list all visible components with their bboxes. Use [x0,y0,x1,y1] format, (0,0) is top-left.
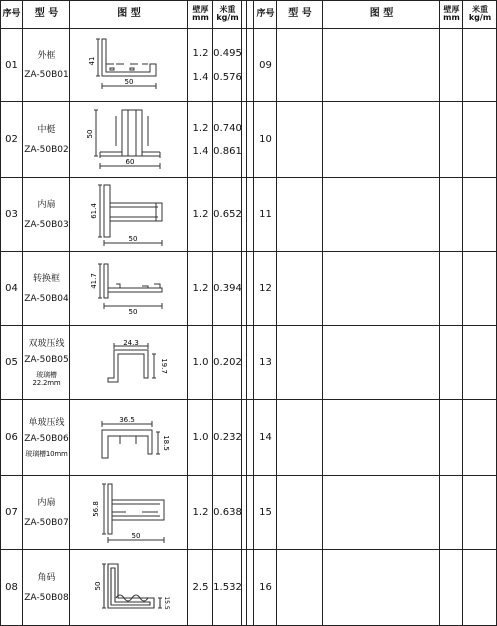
dim-width: 50 [128,235,138,243]
model-name: 内扇 [37,200,56,211]
row-15-seq: 15 [259,507,272,519]
thickness-value: 1.2 [192,283,209,295]
row-04-seq: 04 [5,283,18,295]
row-13-seq: 13 [259,357,272,369]
header-weight-label: 米重 [219,5,236,15]
weight-value: 0.861 [213,146,242,157]
profile-drawing-inner-sash-b07 [86,480,170,546]
row-05-weight [213,326,242,400]
row-11-seq: 11 [259,209,272,221]
row-03-thickness [188,178,213,252]
header-weight-label: 米重 [472,5,488,15]
thickness-value: 1.0 [192,432,209,444]
row-07-thickness [188,476,213,550]
header-thickness-label: 壁厚 [192,5,209,15]
row-02-seq: 02 [5,134,18,146]
row-07-seq: 07 [5,507,18,519]
header-model: 型 号 [34,8,59,20]
model-code: ZA-50B01 [24,70,69,80]
row-14-seq: 14 [259,432,272,444]
header-weight-right [463,0,497,28]
model-code: ZA-50B08 [24,592,69,603]
dim-height: 41 [88,56,96,66]
dim-width: 50 [128,308,138,316]
row-08-weight [213,550,242,626]
model-note: 玻璃槽10mm [25,450,68,459]
row-01-seq: 01 [5,59,18,71]
model-name: 转换框 [32,274,60,285]
row-06-seq: 06 [5,432,18,444]
row-10-seq: 10 [259,134,272,146]
thickness-value: 1.4 [192,146,209,157]
dim-width: 24.3 [123,339,139,347]
thickness-value: 1.0 [192,357,209,369]
model-name: 中梃 [37,125,56,136]
weight-value: 0.576 [213,71,242,83]
row-04-thickness [188,252,213,326]
profile-drawing-transfer-frame [86,258,170,320]
row-03-seq: 03 [5,209,18,221]
weight-value: 0.394 [213,283,242,295]
row-08-seq: 08 [5,582,18,594]
thickness-value: 1.2 [192,209,209,221]
thickness-value: 1.4 [192,71,209,83]
model-code: ZA-50B06 [24,433,69,444]
row-06-weight [213,400,242,476]
row-04-weight [213,252,242,326]
row-08-model [23,550,70,626]
header-weight-unit: kg/m [216,13,239,22]
thickness-value: 1.2 [192,122,209,134]
model-name: 内扇 [37,498,56,509]
dim-width: 36.5 [119,416,135,424]
dim-width: 50 [131,532,141,540]
row-02-thickness [188,102,213,178]
weight-value: 0.495 [213,48,242,59]
model-code: ZA-50B04 [24,293,69,304]
row-03-model [23,178,70,252]
row-06-model [23,400,70,476]
weight-value: 0.740 [213,122,242,134]
header-thickness [188,0,213,28]
dim-height: 50 [86,129,94,139]
dim-height: 50 [94,581,102,591]
profile-drawing-corner-cleat [94,560,168,616]
row-12-seq: 12 [259,283,272,295]
row-09-seq: 09 [259,59,272,71]
dim-height: 56.8 [92,501,100,517]
profile-drawing-inner-sash [86,181,170,249]
row-08-thickness [188,550,213,626]
row-03-weight [213,178,242,252]
dim-height: 18.5 [162,435,170,451]
header-thickness-right [440,0,463,28]
row-05-model [23,326,70,400]
thickness-value: 2.5 [192,582,209,594]
header-thickness-unit: mm [443,13,460,22]
weight-value: 1.532 [213,582,242,594]
row-07-model [23,476,70,550]
weight-value: 0.202 [213,357,242,369]
row-07-weight [213,476,242,550]
header-thickness-label: 壁厚 [443,5,460,15]
profile-drawing-mullion [86,106,170,174]
header-shape-right: 图 型 [369,8,394,20]
header-shape: 图 型 [117,8,141,20]
model-name: 外框 [37,50,56,61]
header-seq: 序号 [2,8,21,19]
row-04-model [23,252,70,326]
header-model-right: 型 号 [288,8,312,20]
row-01-thickness [188,29,213,102]
row-02-model [23,102,70,178]
row-05-thickness [188,326,213,400]
dim-height: 61.4 [90,203,98,219]
header-weight [213,0,242,28]
header-weight-unit: kg/m [468,13,492,22]
thickness-value: 1.2 [192,507,209,519]
profile-drawing-double-glazing-bead [100,338,170,390]
weight-value: 0.652 [213,209,242,221]
model-code: ZA-50B03 [24,219,69,230]
profile-drawing-outer-frame [86,34,166,96]
model-note: 玻璃槽22.2mm [32,371,61,388]
dim-width: 50 [124,78,134,86]
model-code: ZA-50B02 [24,144,69,155]
model-name: 单玻压线 [28,417,65,428]
weight-value: 0.232 [213,432,242,444]
row-01-model [23,29,70,102]
model-name: 角码 [37,573,56,584]
thickness-value: 1.2 [192,48,209,59]
row-06-thickness [188,400,213,476]
weight-value: 0.638 [213,507,242,519]
dim-width: 15.5 [163,596,170,610]
row-02-weight [213,102,242,178]
model-name: 双玻压线 [28,338,65,349]
dim-width: 60 [125,158,135,166]
header-seq-right: 序号 [256,8,275,19]
model-code: ZA-50B07 [24,517,69,528]
row-01-weight [213,29,242,102]
model-code: ZA-50B05 [24,354,69,365]
header-thickness-unit: mm [192,13,209,22]
row-16-seq: 16 [259,582,272,594]
dim-height: 41.7 [90,273,98,289]
dim-height: 19.7 [160,358,168,374]
profile-drawing-single-glazing-bead [92,410,170,464]
row-05-seq: 05 [5,357,18,369]
